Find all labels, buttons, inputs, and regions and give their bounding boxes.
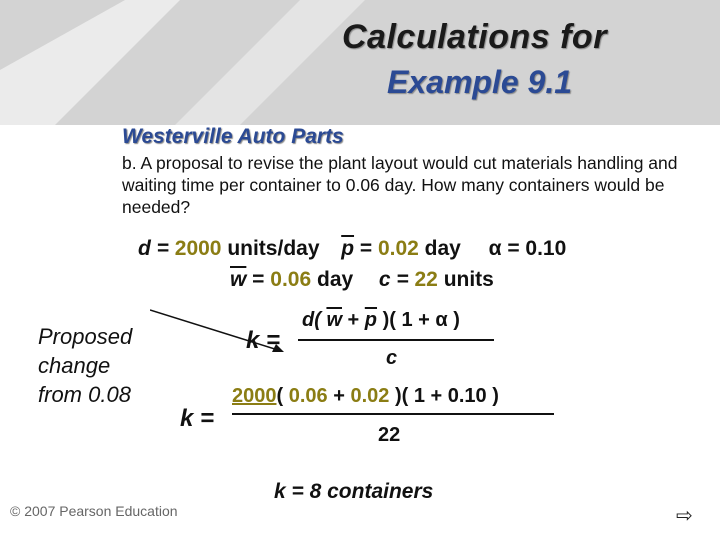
p-unit: day	[418, 237, 461, 260]
formula-mid: )( 1 +	[377, 309, 436, 331]
formula-k-label: k =	[246, 327, 281, 354]
result-text	[274, 480, 433, 504]
sub-plus: +	[327, 385, 351, 407]
note-line: from 0.08	[38, 382, 131, 407]
formula-alpha: α	[435, 309, 448, 331]
w-label: $\overline{w}$	[230, 268, 247, 291]
d-value: 2000	[174, 237, 222, 260]
note-line: change	[38, 353, 111, 378]
slide-subtitle: Westerville Auto Parts	[122, 125, 344, 148]
w-value: 0.06	[270, 268, 312, 291]
d-label: d =	[138, 237, 175, 260]
formula-fraction-bar	[298, 339, 494, 341]
substituted-denominator: 22	[378, 424, 401, 446]
copyright-notice: © 2007 Pearson Education	[10, 503, 178, 519]
sub-end: )( 1 + 0.10 )	[389, 385, 499, 407]
result-value: k = 8 containers	[274, 480, 434, 503]
formula-denominator: c	[386, 347, 398, 369]
slide-title-line2: Example 9.1	[387, 64, 572, 100]
given-values-line2	[230, 268, 494, 292]
formula-numerator	[302, 309, 460, 332]
formula-plus: +	[342, 309, 365, 331]
sub-002: 0.02	[350, 385, 390, 407]
alpha-value: = 0.10	[501, 237, 567, 260]
formula-w: $\overline{w}$	[326, 309, 342, 331]
substituted-k-label: k =	[180, 405, 215, 432]
c-unit: units	[437, 268, 494, 291]
note-line: Proposed	[38, 324, 133, 349]
slide-title-line1: Calculations for	[342, 18, 607, 56]
d-unit: units/day	[221, 237, 320, 260]
change-note	[38, 322, 132, 409]
formula-d: d(	[302, 309, 327, 331]
p-value: 0.02	[377, 237, 419, 260]
sub-open: (	[276, 385, 289, 407]
next-slide-arrow-icon[interactable]: ⇨	[676, 505, 693, 527]
sub-006: 0.06	[288, 385, 328, 407]
alpha-symbol: α	[488, 237, 502, 260]
substituted-numerator	[232, 385, 499, 408]
w-eq: =	[246, 268, 271, 291]
formula-p: $\overline{p}$	[364, 309, 378, 331]
c-value: 22	[414, 268, 438, 291]
substituted-fraction-bar	[232, 413, 554, 415]
p-label: $\overline{p}$	[341, 237, 355, 260]
w-unit: day	[311, 268, 354, 291]
sub-2000: 2000	[232, 385, 277, 407]
problem-statement: b. A proposal to revise the plant layout would cut materials handling and waiting time per container to 0.06 day. How many containers would be needed?	[122, 153, 678, 217]
formula-end: )	[447, 309, 460, 331]
c-label: c =	[378, 268, 415, 291]
p-eq: =	[354, 237, 378, 260]
given-values-line1	[138, 237, 566, 261]
